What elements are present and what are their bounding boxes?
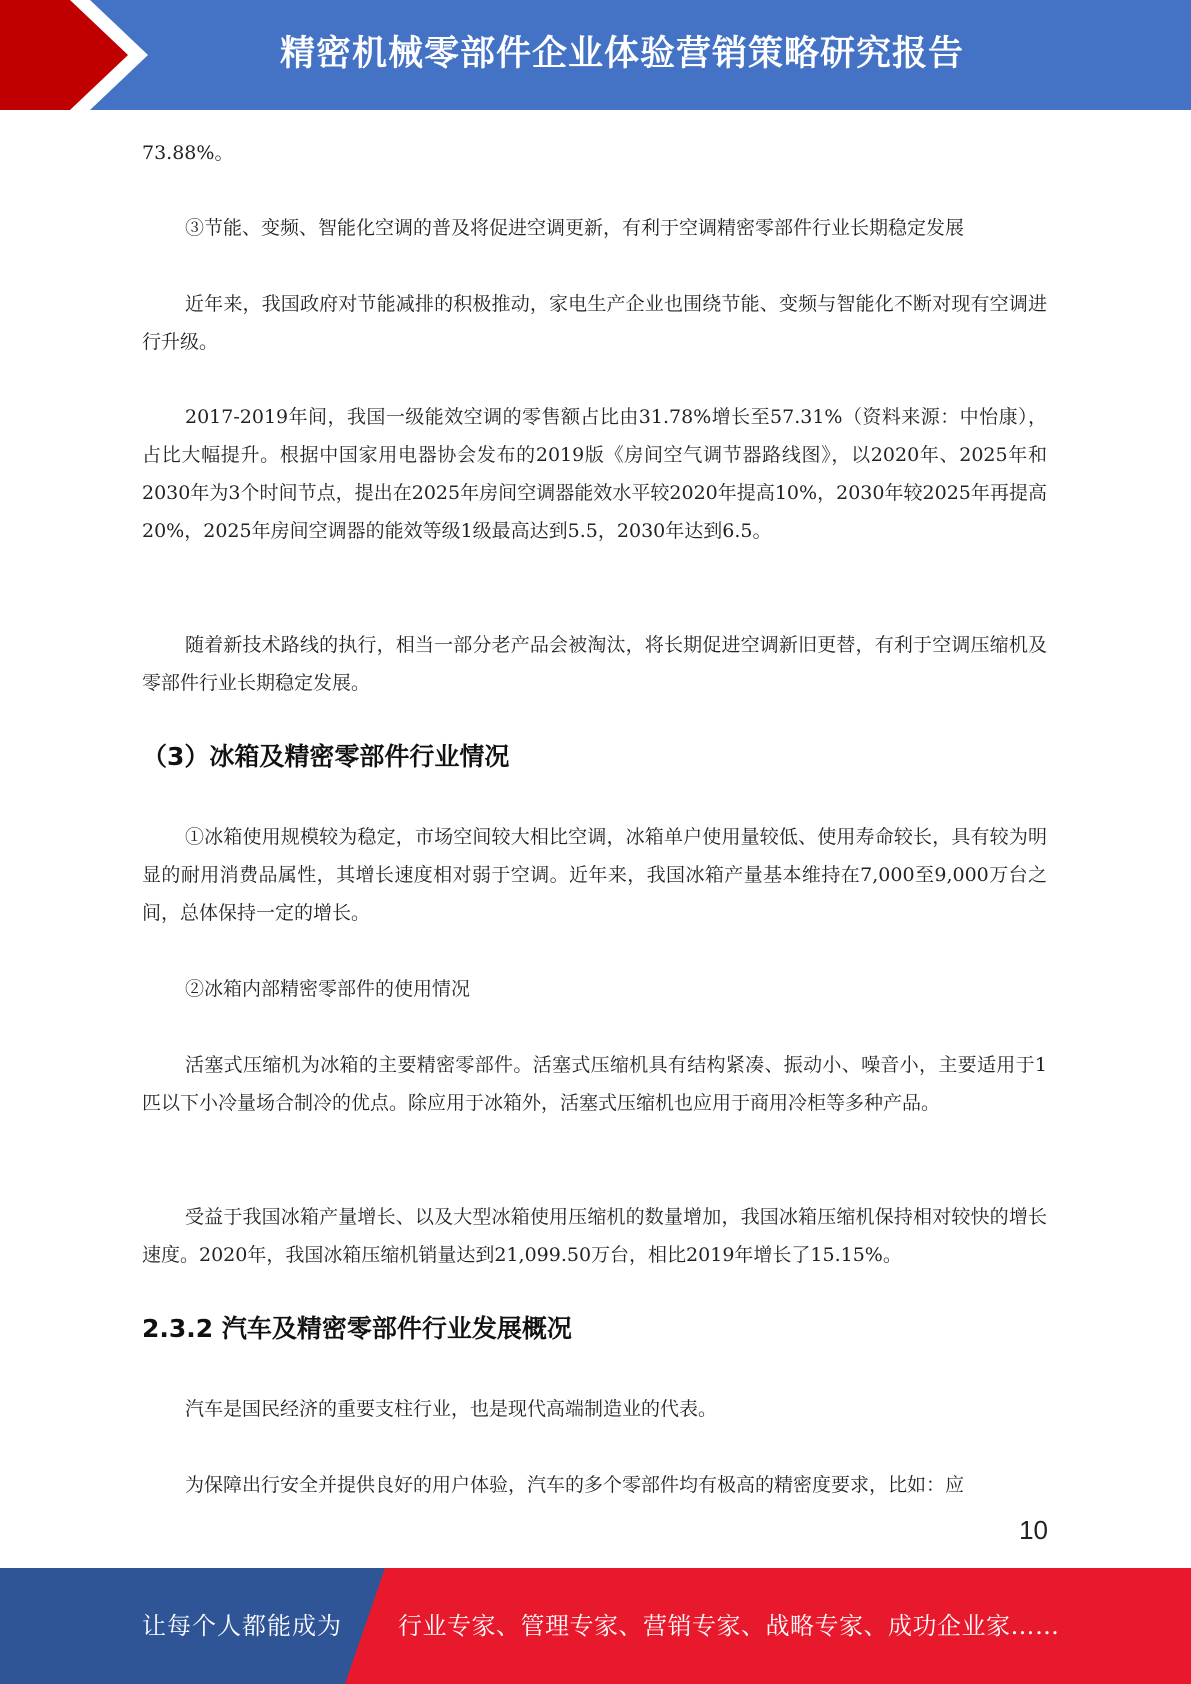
paragraph: 随着新技术路线的执行，相当一部分老产品会被淘汰，将长期促进空调新旧更替，有利于空调压缩机及零部件行业长期稳定发展。 [142, 634, 1047, 694]
section-heading: （3）冰箱及精密零部件行业情况 [142, 742, 510, 771]
paragraph: ①冰箱使用规模较为稳定，市场空间较大相比空调，冰箱单户使用量较低、使用寿命较长，具有较为明显的耐用消费品属性，其增长速度相对弱于空调。近年来，我国冰箱产量基本维持在7,000至9,000万台之间，总体保持一定的增长。 [142, 826, 1047, 924]
page-number: 10 [1019, 1515, 1048, 1545]
paragraph: 73.88%。 [142, 142, 234, 164]
paragraph: 活塞式压缩机为冰箱的主要精密零部件。活塞式压缩机具有结构紧凑、振动小、噪音小，主要适用于1匹以下小冷量场合制冷的优点。除应用于冰箱外，活塞式压缩机也应用于商用冷柜等多种产品。 [142, 1054, 1047, 1114]
page-header [0, 0, 1191, 110]
paragraph: 受益于我国冰箱产量增长、以及大型冰箱使用压缩机的数量增加，我国冰箱压缩机保持相对较快的增长速度。2020年，我国冰箱压缩机销量达到21,099.50万台，相比2019年增长了15.15%。 [142, 1206, 1047, 1266]
footer-slogan-left: 让每个人都能成为 [142, 1612, 342, 1640]
paragraph: 2017-2019年间，我国一级能效空调的零售额占比由31.78%增长至57.31%（资料来源：中怡康），占比大幅提升。根据中国家用电器协会发布的2019版《房间空气调节器路线图》，以2020年、2025年和2030年为3个时间节点，提出在2025年房间空调器能效水平较2020年提高10%，2030年较2025年再提高20%，2025年房间空调器的能效等级1级最高达到5.5，2030年达到6.5。 [142, 406, 1047, 542]
page-footer [0, 1568, 1191, 1684]
paragraph: 汽车是国民经济的重要支柱行业，也是现代高端制造业的代表。 [185, 1398, 718, 1420]
paragraph: ③节能、变频、智能化空调的普及将促进空调更新，有利于空调精密零部件行业长期稳定发展 [185, 217, 965, 239]
paragraph: ②冰箱内部精密零部件的使用情况 [185, 978, 471, 1000]
header-arrow-decoration [0, 0, 150, 110]
footer-slogan-right: 行业专家、管理专家、营销专家、战略专家、成功企业家…… [398, 1612, 1060, 1640]
paragraph: 为保障出行安全并提供良好的用户体验，汽车的多个零部件均有极高的精密度要求，比如：应 [185, 1474, 965, 1496]
document-title: 精密机械零部件企业体验营销策略研究报告 [280, 34, 965, 74]
section-heading: 2.3.2 汽车及精密零部件行业发展概况 [142, 1314, 572, 1343]
paragraph: 近年来，我国政府对节能减排的积极推动，家电生产企业也围绕节能、变频与智能化不断对现有空调进行升级。 [142, 293, 1047, 353]
